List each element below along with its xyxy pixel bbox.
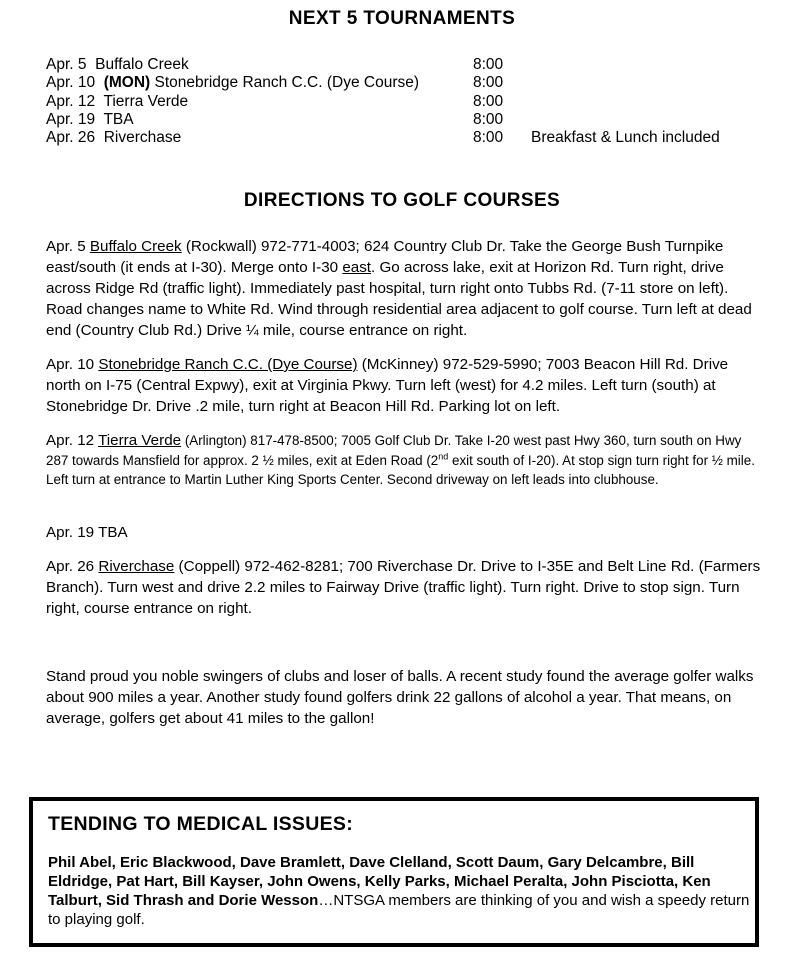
medical-names: Phil Abel, Eric Blackwood, Dave Bramlett, Dave Clelland, Scott Daum, Gary Delcambre, Bill Eldridge, Pat Hart, Bill Kayser, John Owens, Kelly Parks, Michael Peralta, John Pisciotta, Ken Talburt, Sid Thrash and Dorie Wesson	[48, 854, 711, 909]
course-name: Buffalo Creek	[89, 238, 182, 255]
course-name: Riverchase	[98, 558, 175, 575]
medical-message: …NTSGA members are thinking of you and wish a speedy return to playing golf.	[48, 892, 750, 928]
direction-buffalo-creek: Apr. 5 Buffalo Creek (Rockwall) 972-771-4003; 624 Country Club Dr. Take the George Bush Turnpike east/south (it ends at I-30). Merge onto I-30 east. Go across lake, exit at Horizon Rd. Turn right, drive across Ridge Rd (traffic light). Immediately past hospital, turn right onto Tubbs Rd. (7-11 store on left). Road changes name to White Rd. Wind through residential area adjacent to golf course. Turn left at dead end (Country Club Rd.) Drive ¼ mile, course entrance on right.	[46, 238, 752, 339]
direction-tierra-verde: Apr. 12 Tierra Verde (Arlington) 817-478-8500; 7005 Golf Club Dr. Take I-20 west past Hwy 360, turn south on Hwy 287 towards Mansfield for approx. 2 ½ miles, exit at Eden Road (2nd exit south of I-20). At stop sign turn right for ½ mile. Left turn at entrance to Martin Luther King Sports Center. Second driveway on left leads into clubhouse.	[46, 432, 755, 487]
tournament-date: Apr. 12 Tierra Verde	[46, 92, 189, 110]
tournament-time: 8:00	[473, 56, 504, 73]
monday-tag: (MON)	[103, 74, 151, 92]
golf-joke: Stand proud you noble swingers of clubs and loser of balls. A recent study found the average golfer walks about 900 miles a year. Another study found golfers drink 22 gallons of alcohol a year. That means, on average, golfers get about 41 miles to the gallon!	[46, 668, 754, 727]
direction-tba: Apr. 19 TBA	[46, 524, 128, 541]
direction-riverchase: Apr. 26 Riverchase (Coppell) 972-462-8281; 700 Riverchase Dr. Drive to I-35E and Belt Line Rd. (Farmers Branch). Turn west and drive 2.2 miles to Fairway Drive (traffic light). Turn right. Drive to stop sign. Turn right, course entrance on right.	[46, 558, 761, 617]
medical-title: TENDING TO MEDICAL ISSUES:	[48, 813, 354, 835]
tournament-date: Apr. 26 Riverchase	[46, 129, 182, 147]
medical-body	[48, 853, 753, 929]
tournament-time: 8:00	[473, 110, 504, 128]
direction-stonebridge: Apr. 10 Stonebridge Ranch C.C. (Dye Course) (McKinney) 972-529-5990; 7003 Beacon Hill Rd. Drive north on I-75 (Central Expwy), exit at Virginia Pkwy. Turn left (west) for 4.2 miles. Left turn (south) at Stonebridge Dr. Drive .2 mile, turn right at Beacon Hill Rd. Parking lot on left.	[46, 356, 729, 415]
tournaments-title: NEXT 5 TOURNAMENTS	[288, 8, 516, 29]
tournament-time: 8:00	[473, 74, 504, 92]
tournament-time: 8:00	[473, 129, 504, 147]
directions-title: DIRECTIONS TO GOLF COURSES	[243, 190, 561, 211]
tournament-date: Apr. 10 (MON) Stonebridge Ranch C.C. (Dye Course)	[46, 74, 420, 92]
course-name: Tierra Verde	[98, 432, 182, 449]
tournament-date: Apr. 19 TBA	[46, 110, 134, 128]
medical-box	[29, 797, 759, 947]
tournament-time: 8:00	[473, 92, 504, 110]
tournament-date: Apr. 5 Buffalo Creek	[46, 56, 189, 73]
course-name: Stonebridge Ranch C.C. (Dye Course)	[98, 356, 358, 373]
tournament-note: Breakfast & Lunch included	[531, 129, 720, 147]
